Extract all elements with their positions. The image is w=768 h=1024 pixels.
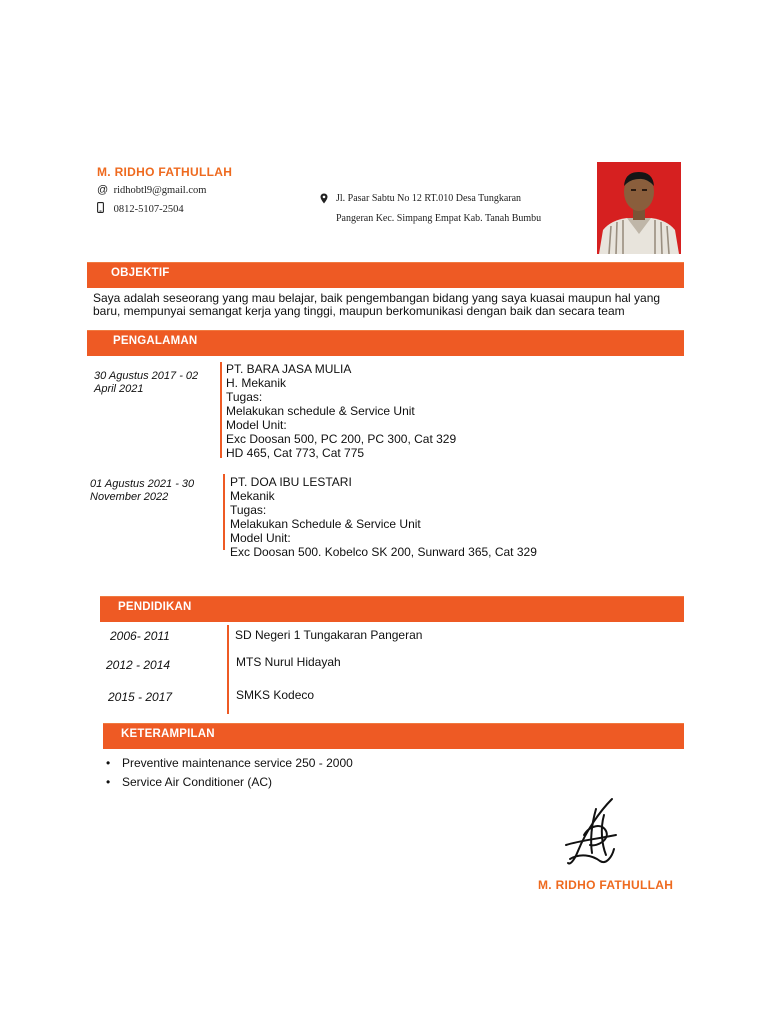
email-text: ridhobtl9@gmail.com: [113, 185, 207, 196]
address-text: Jl. Pasar Sabtu No 12 RT.010 Desa Tungkaran Pangeran Kec. Simpang Empat Kab. Tanah Bumbu: [336, 193, 542, 224]
phone-row: [97, 202, 184, 215]
education-school: SD Negeri 1 Tungakaran Pangeran: [235, 628, 423, 642]
job-title: Mekanik: [230, 489, 275, 503]
signature-name: M. RIDHO FATHULLAH: [538, 878, 674, 892]
skills-list: [106, 754, 353, 792]
signature-image: [556, 795, 626, 867]
skill-item: • Service Air Conditioner (AC): [106, 773, 353, 792]
objective-line: Saya adalah seseorang yang mau belajar, baik pengembangan bidang yang saya kuasai maupun hal yang: [93, 291, 661, 305]
email-row: [97, 184, 206, 196]
experience-date: 30 Agustus 2017 - 02 April 2021: [94, 370, 199, 395]
experience-entry: PT. DOA IBU LESTARI Mekanik Tugas: Melakukan Schedule & Service Unit Model Unit: Exc Doosan 500. Kobelco SK 200, Sunward 365, Cat 329: [230, 475, 537, 559]
skill-item: • Preventive maintenance service 250 - 2000: [106, 754, 353, 773]
address-block: [320, 189, 560, 229]
skills-title: KETERAMPILAN: [121, 728, 215, 740]
objective-line: baru, mempunyai semangat kerja yang tinggi, maupun berkomunikasi dengan baik dan secara team: [93, 304, 625, 318]
education-title: PENDIDIKAN: [118, 601, 192, 613]
company-name: PT. BARA JASA MULIA: [226, 362, 352, 376]
phone-text: 0812-5107-2504: [113, 204, 184, 215]
objective-header: [87, 262, 684, 288]
objective-title: OBJEKTIF: [111, 267, 170, 279]
experience-divider: [220, 362, 222, 458]
education-school: MTS Nurul Hidayah: [236, 655, 341, 669]
education-years: 2012 - 2014: [106, 658, 171, 672]
job-title: H. Mekanik: [226, 376, 287, 390]
experience-entry: PT. BARA JASA MULIA H. Mekanik Tugas: Melakukan schedule & Service Unit Model Unit: Exc Doosan 500, PC 200, PC 300, Cat 329 HD 465, Cat 773, Cat 775: [226, 362, 457, 460]
experience-date: 01 Agustus 2021 - 30 November 2022: [90, 478, 195, 503]
phone-icon: [97, 202, 111, 215]
resume-name: M. RIDHO FATHULLAH: [97, 165, 233, 179]
education-years: 2006- 2011: [110, 629, 170, 643]
education-header: [100, 596, 684, 622]
profile-photo: [597, 162, 681, 254]
experience-divider: [223, 474, 225, 550]
education-school: SMKS Kodeco: [236, 688, 315, 702]
at-icon: @: [97, 184, 109, 196]
map-pin-icon: [320, 193, 328, 204]
experience-title: PENGALAMAN: [113, 335, 198, 347]
experience-header: [87, 330, 684, 356]
skills-header: [103, 723, 684, 749]
objective-text: [93, 292, 660, 318]
company-name: PT. DOA IBU LESTARI: [230, 475, 352, 489]
education-divider: [227, 625, 229, 714]
education-years: 2015 - 2017: [108, 690, 173, 704]
